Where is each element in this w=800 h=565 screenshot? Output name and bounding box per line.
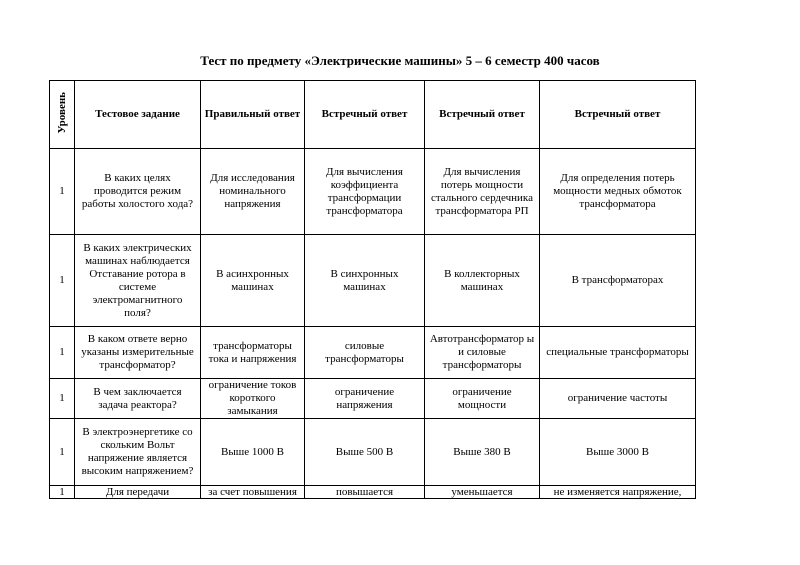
counter-answer-cell: специальные трансформаторы: [540, 327, 696, 379]
level-cell: 1: [50, 379, 75, 419]
task-cell: Для передачи: [75, 486, 201, 499]
level-cell: 1: [50, 149, 75, 235]
header-level: Уровень: [50, 81, 75, 149]
counter-answer-cell: ограничение мощности: [425, 379, 540, 419]
counter-answer-cell: Для вычисления потерь мощности стального сердечника трансформатора РП: [425, 149, 540, 235]
level-cell: 1: [50, 419, 75, 486]
header-row: [50, 81, 696, 149]
task-cell: В чем заключается задача реактора?: [75, 379, 201, 419]
level-cell: 1: [50, 486, 75, 499]
header-counter-answer-1: Встречный ответ: [305, 81, 425, 149]
counter-answer-cell: ограничение частоты: [540, 379, 696, 419]
counter-answer-cell: Выше 500 В: [305, 419, 425, 486]
table-row: [50, 379, 696, 419]
counter-answer-cell: В коллекторных машинах: [425, 235, 540, 327]
correct-answer-cell: трансформаторы тока и напряжения: [201, 327, 305, 379]
header-counter-answer-3: Встречный ответ: [540, 81, 696, 149]
header-task: Тестовое задание: [75, 81, 201, 149]
counter-answer-cell: В синхронных машинах: [305, 235, 425, 327]
counter-answer-cell: В трансформаторах: [540, 235, 696, 327]
table-row: [50, 149, 696, 235]
counter-answer-cell: Автотрансформатор ы и силовые трансформаторы: [425, 327, 540, 379]
task-cell: В каких электрических машинах наблюдается Отставание ротора в системе электромагнитного поля?: [75, 235, 201, 327]
correct-answer-cell: Выше 1000 В: [201, 419, 305, 486]
document-title: Тест по предмету «Электрические машины» 5 – 6 семестр 400 часов: [200, 53, 600, 68]
task-cell: В каком ответе верно указаны измерительные трансформатор?: [75, 327, 201, 379]
table-row: [50, 327, 696, 379]
counter-answer-cell: силовые трансформаторы: [305, 327, 425, 379]
counter-answer-cell: Выше 380 В: [425, 419, 540, 486]
table-row: [50, 419, 696, 486]
correct-answer-cell: В асинхронных машинах: [201, 235, 305, 327]
counter-answer-cell: не изменяется напряжение,: [540, 486, 696, 499]
counter-answer-cell: повышается: [305, 486, 425, 499]
level-cell: 1: [50, 235, 75, 327]
correct-answer-cell: Для исследования номинального напряжения: [201, 149, 305, 235]
counter-answer-cell: Для вычисления коэффициента трансформации трансформатора: [305, 149, 425, 235]
table-row: [50, 235, 696, 327]
task-cell: В электроэнергетике со скольким Вольт напряжение является высоким напряжением?: [75, 419, 201, 486]
task-cell: В каких целях проводится режим работы холостого хода?: [75, 149, 201, 235]
correct-answer-cell: за счет повышения: [201, 486, 305, 499]
test-table: [49, 80, 696, 499]
header-correct-answer: Правильный ответ: [201, 81, 305, 149]
counter-answer-cell: Для определения потерь мощности медных обмоток трансформатора: [540, 149, 696, 235]
table-row: [50, 486, 696, 499]
correct-answer-cell: ограничение токов короткого замыкания: [201, 379, 305, 419]
level-cell: 1: [50, 327, 75, 379]
counter-answer-cell: Выше 3000 В: [540, 419, 696, 486]
counter-answer-cell: уменьшается: [425, 486, 540, 499]
counter-answer-cell: ограничение напряжения: [305, 379, 425, 419]
header-counter-answer-2: Встречный ответ: [425, 81, 540, 149]
